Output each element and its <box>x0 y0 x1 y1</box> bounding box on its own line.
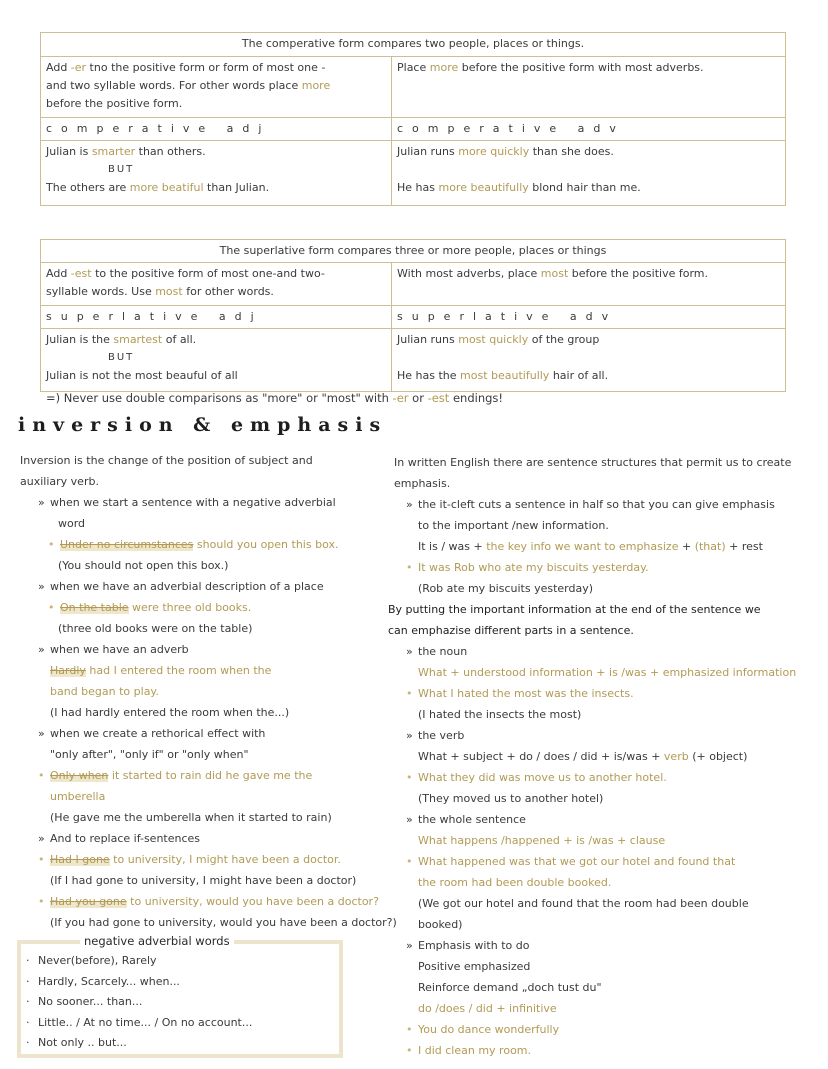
rule-whole-sentence: » the whole sentence <box>406 813 526 826</box>
example-item: • What they did was move us to another hotel. <box>406 771 667 784</box>
superlative-adv-rule: With most adverbs, place most before the positive form. <box>392 263 786 306</box>
rule-if-sentences: » And to replace if-sentences <box>38 832 201 845</box>
comparative-adj-examples: Julian is smarter than others. BUT The others are more beatiful than Julian. <box>41 141 392 206</box>
example-item: • Only when it started to rain did he gave me the <box>38 769 313 782</box>
comparative-adv-label: comperative adv <box>392 118 786 141</box>
negative-adverbials-title: negative adverbial words <box>80 934 234 948</box>
comparative-adj-label: comperative adj <box>41 118 392 141</box>
rule-noun: » the noun <box>406 645 468 658</box>
list-item: · Not only .. but... <box>26 1036 127 1049</box>
cleft-formula: It is / was + the key info we want to emphasize + (that) + rest <box>418 540 763 553</box>
example-item: • Under no circumstances should you open this box. <box>48 538 339 551</box>
rule-verb: » the verb <box>406 729 465 742</box>
list-item: · No sooner... than... <box>26 995 143 1008</box>
list-item: · Little.. / At no time... / On no account... <box>26 1015 253 1029</box>
rule-negative-adverbial: » when we start a sentence with a negative adverbial <box>38 496 336 509</box>
example-item: • On the table were three old books. <box>48 601 252 614</box>
list-item: · Never(before), Rarely <box>26 954 157 967</box>
example-item: • Had I gone to university, I might have been a doctor. <box>38 853 341 866</box>
superlative-header: The superlative form compares three or more people, places or things <box>41 240 786 263</box>
negative-adverbials-list <box>26 951 252 1054</box>
comparative-adj-rule: Add -er tno the positive form or form of most one - and two syllable words. For other words place more before the positive form. <box>41 57 392 118</box>
inversion-intro: Inversion is the change of the position of subject and <box>20 454 313 467</box>
example-item: • What I hated the most was the insects. <box>406 687 634 700</box>
example-item: • You do dance wonderfully <box>406 1023 560 1036</box>
example-item: • I did clean my room. <box>406 1044 532 1057</box>
rule-rhetorical: » when we create a rethorical effect with <box>38 727 266 740</box>
comparative-adv-rule: Place more before the positive form with most adverbs. <box>392 57 786 118</box>
list-item: · Hardly, Scarcely... when... <box>26 974 180 988</box>
superlative-adj-rule: Add -est to the positive form of most one-and two- syllable words. Use most for other words. <box>41 263 392 306</box>
example-item: • It was Rob who ate my biscuits yesterday. <box>406 561 649 574</box>
section-title: inversion & emphasis <box>18 414 388 436</box>
example-item: • What happened was that we got our hotel and found that <box>406 855 736 868</box>
example-item: Hardly had I entered the room when the <box>50 664 272 677</box>
superlative-adv-examples: Julian runs most quickly of the group He has the most beautifully hair of all. <box>392 329 786 392</box>
superlative-adv-label: superlative adv <box>392 306 786 329</box>
rule-emphasis-do: » Emphasis with to do <box>406 939 530 952</box>
rule-place: » when we have an adverbial description of a place <box>38 580 324 593</box>
putting-heading: By putting the important information at the end of the sentence we <box>388 603 761 616</box>
inversion-column: Inversion is the change of the position of subject and auxiliary verb. » when we start a sentence with a negative adverbial word • Under no circumstances should you open this box. (You should not open this box.) » when we have an adverbial description of a place • On the table were three old books. (three old books were on the table) » when we have an adverb Hardly had I entered the room when the band began to play. (I had hardly entered the room when the...) » when we create a rethorical effect with "only after", "only if" or "only when" • Only when it started to rain did he gave me the umberella (He gave me the umberella when it started to rain) » And to replace if-sentences • Had I gone to university, I might have been a doctor. (If I had gone to university, I might have been a doctor) • Had you gone to university, would you have been a doctor? (If you had gone to university, would you have been a doctor?) <box>20 450 380 933</box>
emphasis-column: In written English there are sentence structures that permit us to create emphasis. » the it-cleft cuts a sentence in half so that you can give emphasis to the important /new information. It is / was + the key info we want to emphasize + (that) + rest • It was Rob who ate my biscuits yesterday. (Rob ate my biscuits yesterday) By putting the important information at the end of the sentence we can emphazise different parts in a sentence. » the noun What + understood information + is /was + emphasized information • What I hated the most was the insects. (I hated the insects the most) » the verb What + subject + do / does / did + is/was + verb (+ object) • What they did was move us to another hotel. (They moved us to another hotel) » the whole sentence What happens /happened + is /was + clause • What happened was that we got our hotel and found that the room had been double booked. (We got our hotel and found that the room had been double booked) » Emphasis with to do Positive emphasized Reinforce demand „doch tust du" do /does / did + infinitive • You do dance wonderfully • I did clean my room. <box>388 452 824 1061</box>
rule-it-cleft: » the it-cleft cuts a sentence in half so that you can give emphasis <box>406 498 775 511</box>
example-item: • Had you gone to university, would you have been a doctor? <box>38 895 379 908</box>
rule-adverb: » when we have an adverb <box>38 643 189 656</box>
superlative-adj-label: superlative adj <box>41 306 392 329</box>
superlative-table <box>40 239 786 392</box>
comparative-header: The comperative form compares two people, places or things. <box>41 33 786 57</box>
comparative-table <box>40 32 786 206</box>
superlative-adj-examples: Julian is the smartest of all. BUT Julian is not the most beauful of all <box>41 329 392 392</box>
emphasis-intro: In written English there are sentence structures that permit us to create <box>394 456 792 469</box>
double-comparison-note: =) Never use double comparisons as "more" or "most" with -er or -est endings! <box>46 391 504 405</box>
comparative-adv-examples: Julian runs more quickly than she does. He has more beautifully blond hair than me. <box>392 141 786 206</box>
